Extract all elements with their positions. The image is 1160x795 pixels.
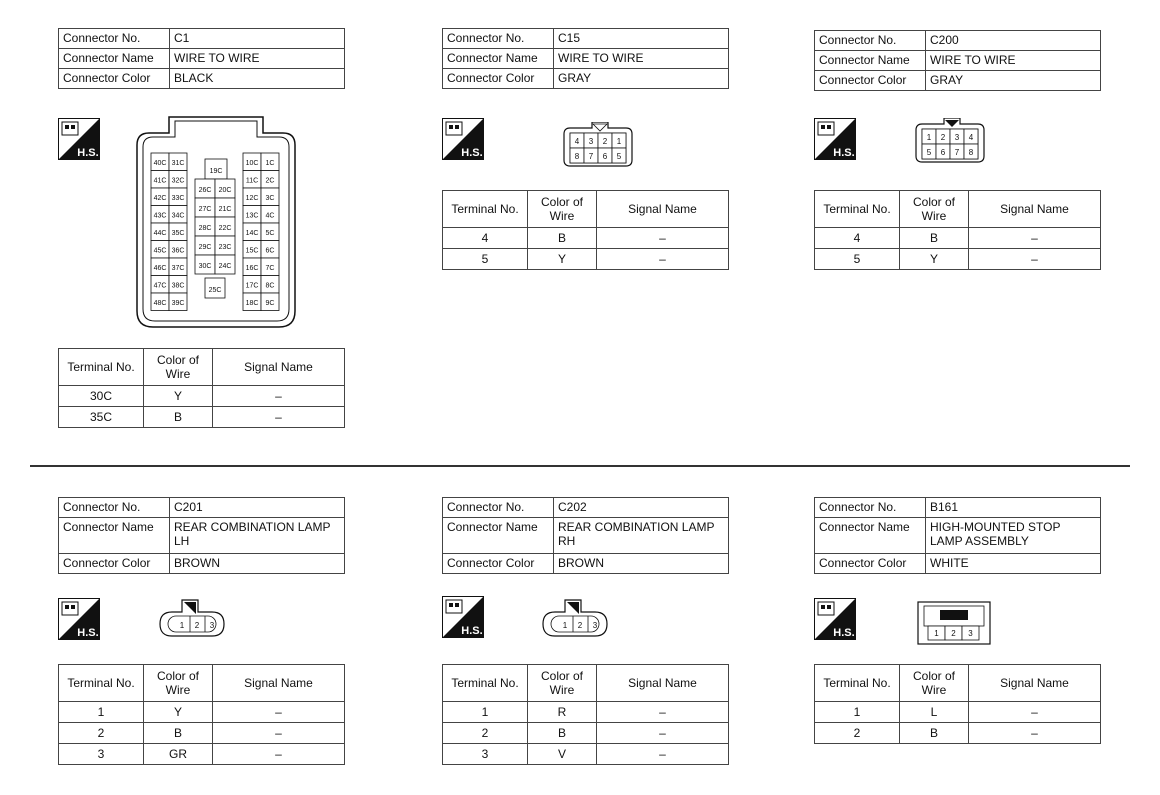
signal-name-header: Signal Name (969, 191, 1101, 228)
wire-color-header-line2: Wire (921, 683, 947, 697)
signal-name-cell: – (213, 723, 345, 744)
terminal-no-cell: 3 (59, 744, 144, 765)
pin-label: 44C (153, 230, 167, 237)
signal-name-cell: – (213, 744, 345, 765)
connector-no-label: Connector No. (443, 29, 554, 49)
pin-label: 21C (218, 206, 232, 213)
table-row (815, 702, 1101, 723)
hs-label: H.S. (833, 147, 855, 159)
wire-color-header-line1: Color of (540, 669, 584, 683)
connector-no-value (926, 498, 1101, 518)
pin-label: 7C (265, 265, 275, 272)
terminal-no-cell: 30C (59, 386, 144, 407)
connector-name-value (926, 51, 1101, 71)
wire-color-header-line1: Color of (912, 195, 956, 209)
connector-color-label: Connector Color (815, 71, 926, 91)
connector-color-label: Connector Color (443, 554, 554, 574)
connector-no-text: B161 (930, 500, 959, 514)
connector-color-text: BROWN (558, 556, 604, 570)
pin-label: 47C (153, 282, 167, 290)
wire-color-header-line2: Wire (165, 367, 191, 381)
pin-label: 3C (265, 195, 275, 202)
table-row (815, 228, 1101, 249)
pin-label: 6C (265, 247, 275, 255)
pin-label: 15C (245, 247, 259, 255)
connector-name-label: Connector Name (815, 51, 926, 71)
terminal-no-cell: 5 (443, 249, 528, 270)
pin-label: 13C (245, 212, 259, 220)
signal-name-cell: – (597, 744, 729, 765)
table-row (443, 702, 729, 723)
pin-label: 8 (574, 152, 580, 161)
connector-name-text: REAR COMBINATION LAMP (558, 520, 715, 534)
pin-label: 37C (171, 265, 185, 272)
connector-info-table (814, 497, 1101, 574)
wire-color-cell: B (144, 723, 213, 744)
terminal-no-cell: 1 (59, 702, 144, 723)
table-row (815, 723, 1101, 744)
signal-name-cell: – (597, 702, 729, 723)
table-row (443, 249, 729, 270)
wire-color-cell: Y (144, 386, 213, 407)
hs-label: H.S. (833, 627, 855, 639)
connector-color-text: WHITE (930, 556, 969, 570)
pin-label: 33C (171, 195, 185, 202)
wire-color-cell: V (528, 744, 597, 765)
signal-name-cell: – (969, 228, 1101, 249)
signal-name-cell: – (213, 702, 345, 723)
connector-info-table (442, 28, 729, 89)
terminal-table (58, 664, 345, 765)
terminal-no-header: Terminal No. (443, 665, 528, 702)
pin-label: 32C (171, 177, 185, 185)
connector-color-text: GRAY (930, 73, 964, 87)
pin-label: 19C (209, 168, 223, 175)
connector-color-value (554, 554, 729, 574)
hs-icon (442, 118, 484, 160)
wire-color-header-line1: Color of (912, 669, 956, 683)
wire-color-header-line2: Wire (165, 683, 191, 697)
pin-label: 6 (940, 148, 946, 157)
pin-label: 2 (602, 137, 608, 146)
pin-label: 1 (934, 629, 939, 638)
connector-info-table (814, 30, 1101, 91)
pin-label: 5 (926, 148, 932, 157)
connector-name-line2: RH (558, 534, 576, 548)
connector-name-text: REAR COMBINATION LAMP (174, 520, 331, 534)
signal-name-header: Signal Name (969, 665, 1101, 702)
connector-color-label: Connector Color (59, 69, 170, 89)
table-row (59, 702, 345, 723)
pin-label: 5C (265, 230, 275, 237)
terminal-no-header: Terminal No. (815, 665, 900, 702)
connector-name-line2: LH (174, 534, 190, 548)
connector-no-label: Connector No. (815, 498, 926, 518)
terminal-table (814, 190, 1101, 270)
connector-color-value (554, 69, 729, 89)
pin-label: 43C (153, 212, 167, 220)
terminal-no-cell: 2 (59, 723, 144, 744)
terminal-no-cell: 2 (815, 723, 900, 744)
wire-color-header (900, 191, 969, 228)
pin-label: 4 (574, 137, 580, 146)
pin-label: 38C (171, 282, 185, 290)
connector-no-text: C201 (174, 500, 203, 514)
wire-color-header-line2: Wire (549, 683, 575, 697)
connector-name-line2: LAMP ASSEMBLY (930, 534, 1029, 548)
connector-no-label: Connector No. (815, 31, 926, 51)
wire-color-header-line1: Color of (540, 195, 584, 209)
connector-name-value (170, 49, 345, 69)
connector-color-value (926, 554, 1101, 574)
connector-info-table (442, 497, 729, 574)
pin-label: 1 (179, 621, 185, 630)
connector-color-text: GRAY (558, 71, 592, 85)
connector-color-label: Connector Color (815, 554, 926, 574)
connector-name-text: WIRE TO WIRE (174, 51, 260, 65)
connector-no-label: Connector No. (59, 498, 170, 518)
terminal-no-cell: 1 (815, 702, 900, 723)
pin-label: 2 (940, 133, 946, 142)
pin-label: 1 (616, 137, 622, 146)
pin-label: 22C (218, 225, 232, 232)
connector-name-value (926, 518, 1101, 554)
pin-label: 14C (245, 230, 259, 237)
signal-name-cell: – (597, 228, 729, 249)
wire-color-cell: B (144, 407, 213, 428)
hs-label: H.S. (461, 625, 483, 637)
pin-label: 7 (588, 152, 594, 161)
connector-no-value (170, 29, 345, 49)
signal-name-header: Signal Name (213, 665, 345, 702)
pin-label: 8C (265, 282, 275, 290)
connector-no-label: Connector No. (443, 498, 554, 518)
connector-name-label: Connector Name (815, 518, 926, 554)
wire-color-header (144, 349, 213, 386)
connector-color-text: BROWN (174, 556, 220, 570)
pin-label: 2 (577, 621, 583, 630)
pin-label: 12C (245, 195, 259, 202)
terminal-no-cell: 4 (815, 228, 900, 249)
wire-color-header (144, 665, 213, 702)
table-row (443, 744, 729, 765)
wire-color-header-line1: Color of (156, 353, 200, 367)
terminal-no-header: Terminal No. (815, 191, 900, 228)
connector-info-table (58, 497, 345, 574)
connector-color-value (926, 71, 1101, 91)
terminal-no-cell: 1 (443, 702, 528, 723)
pin-label: 1C (265, 160, 275, 167)
connector-no-text: C15 (558, 31, 581, 45)
pin-label: 45C (153, 247, 167, 255)
signal-name-header: Signal Name (597, 665, 729, 702)
wire-color-cell: Y (528, 249, 597, 270)
connector-name-value (170, 518, 345, 554)
wire-color-cell: B (900, 723, 969, 744)
hs-icon (58, 598, 100, 640)
connector-color-text: BLACK (174, 71, 214, 85)
pin-label: 8 (968, 148, 974, 157)
connector-name-text: WIRE TO WIRE (558, 51, 644, 65)
connector-name-value (554, 49, 729, 69)
connector-color-value (170, 554, 345, 574)
pin-label: 34C (171, 212, 185, 220)
terminal-no-header: Terminal No. (443, 191, 528, 228)
connector-name-label: Connector Name (443, 49, 554, 69)
wire-color-header (528, 191, 597, 228)
hs-label: H.S. (77, 627, 99, 639)
hs-icon (442, 596, 484, 638)
hs-label: H.S. (77, 147, 99, 159)
connector-face-3pin (541, 598, 611, 643)
pin-label: 25C (208, 287, 222, 294)
terminal-no-cell: 2 (443, 723, 528, 744)
wire-color-cell: B (528, 723, 597, 744)
signal-name-cell: – (597, 723, 729, 744)
pin-label: 30C (198, 263, 212, 270)
pin-label: 1 (562, 621, 568, 630)
table-row (443, 723, 729, 744)
pin-label: 3 (954, 133, 960, 142)
table-row (443, 228, 729, 249)
connector-no-value (554, 29, 729, 49)
hs-label: H.S. (461, 147, 483, 159)
connector-no-text: C200 (930, 33, 959, 47)
signal-name-cell: – (597, 249, 729, 270)
connector-name-label: Connector Name (59, 518, 170, 554)
pin-label: 48C (153, 300, 167, 307)
connector-face-8pin (562, 122, 634, 177)
pin-label: 16C (245, 265, 259, 272)
connector-name-label: Connector Name (59, 49, 170, 69)
connector-no-value (554, 498, 729, 518)
signal-name-cell: – (969, 702, 1101, 723)
table-row (815, 249, 1101, 270)
connector-color-label: Connector Color (443, 69, 554, 89)
wire-color-cell: R (528, 702, 597, 723)
connector-name-value (554, 518, 729, 554)
connector-info-table (58, 28, 345, 89)
terminal-table (814, 664, 1101, 744)
pin-label: 5 (616, 152, 622, 161)
pin-label: 35C (171, 230, 185, 237)
connector-face-8pin (914, 118, 986, 173)
pin-label: 6 (602, 152, 608, 161)
signal-name-cell: – (969, 723, 1101, 744)
wire-color-cell: B (900, 228, 969, 249)
pin-label: 3 (588, 137, 594, 146)
terminal-no-cell: 4 (443, 228, 528, 249)
pin-label: 3 (592, 621, 598, 630)
pin-label: 23C (218, 244, 232, 251)
table-row (59, 723, 345, 744)
pin-label: 1 (926, 133, 932, 142)
connector-face-3pin (158, 598, 228, 643)
signal-name-header: Signal Name (597, 191, 729, 228)
pin-label: 46C (153, 265, 167, 272)
terminal-no-cell: 5 (815, 249, 900, 270)
terminal-no-cell: 3 (443, 744, 528, 765)
connector-no-text: C1 (174, 31, 190, 45)
pin-label: 3 (209, 621, 215, 630)
signal-name-cell: – (969, 249, 1101, 270)
pin-label: 29C (198, 244, 212, 251)
hs-icon (814, 598, 856, 640)
pin-label: 9C (265, 300, 275, 307)
table-row (59, 407, 345, 428)
pin-label: 2 (194, 621, 200, 630)
terminal-table (442, 664, 729, 765)
connector-color-value (170, 69, 345, 89)
terminal-no-header: Terminal No. (59, 349, 144, 386)
table-row (59, 386, 345, 407)
pin-label: 11C (245, 177, 259, 185)
terminal-no-header: Terminal No. (59, 665, 144, 702)
pin-label: 42C (153, 195, 167, 202)
pin-label: 36C (171, 247, 185, 255)
pin-label: 41C (153, 177, 167, 185)
terminal-no-cell: 35C (59, 407, 144, 428)
connector-name-text: WIRE TO WIRE (930, 53, 1016, 67)
connector-name-text: HIGH-MOUNTED STOP (930, 520, 1061, 534)
pin-label: 24C (218, 263, 232, 270)
table-row (59, 744, 345, 765)
hs-icon (814, 118, 856, 160)
terminal-table (58, 348, 345, 428)
signal-name-header: Signal Name (213, 349, 345, 386)
connector-face-3pin-box (916, 600, 992, 653)
pin-label: 39C (171, 300, 185, 307)
pin-label: 27C (198, 206, 212, 213)
signal-name-cell: – (213, 407, 345, 428)
pin-label: 2 (951, 629, 956, 638)
wire-color-header-line2: Wire (921, 209, 947, 223)
pin-label: 4 (968, 133, 974, 142)
pin-label: 20C (218, 187, 232, 194)
pin-label: 28C (198, 225, 212, 232)
pin-label: 18C (245, 300, 259, 307)
connector-color-label: Connector Color (59, 554, 170, 574)
pin-label: 17C (245, 282, 259, 290)
pin-label: 10C (245, 160, 259, 167)
pin-label: 26C (198, 187, 212, 194)
wire-color-header (528, 665, 597, 702)
wire-color-header (900, 665, 969, 702)
pin-label: 4C (265, 212, 275, 220)
wire-color-header-line2: Wire (549, 209, 575, 223)
wire-color-header-line1: Color of (156, 669, 200, 683)
pin-label: 2C (265, 177, 275, 185)
connector-no-label: Connector No. (59, 29, 170, 49)
connector-no-value (926, 31, 1101, 51)
section-divider (30, 465, 1130, 467)
connector-face-c1 (135, 115, 297, 335)
wire-color-cell: B (528, 228, 597, 249)
wire-color-cell: Y (144, 702, 213, 723)
signal-name-cell: – (213, 386, 345, 407)
wire-color-cell: GR (144, 744, 213, 765)
connector-no-value (170, 498, 345, 518)
wire-color-cell: L (900, 702, 969, 723)
pin-label: 3 (968, 629, 973, 638)
wire-color-cell: Y (900, 249, 969, 270)
connector-no-text: C202 (558, 500, 587, 514)
terminal-table (442, 190, 729, 270)
pin-label: 40C (153, 160, 167, 167)
hs-icon (58, 118, 100, 160)
pin-label: 31C (171, 160, 185, 167)
connector-name-label: Connector Name (443, 518, 554, 554)
pin-label: 7 (954, 148, 960, 157)
